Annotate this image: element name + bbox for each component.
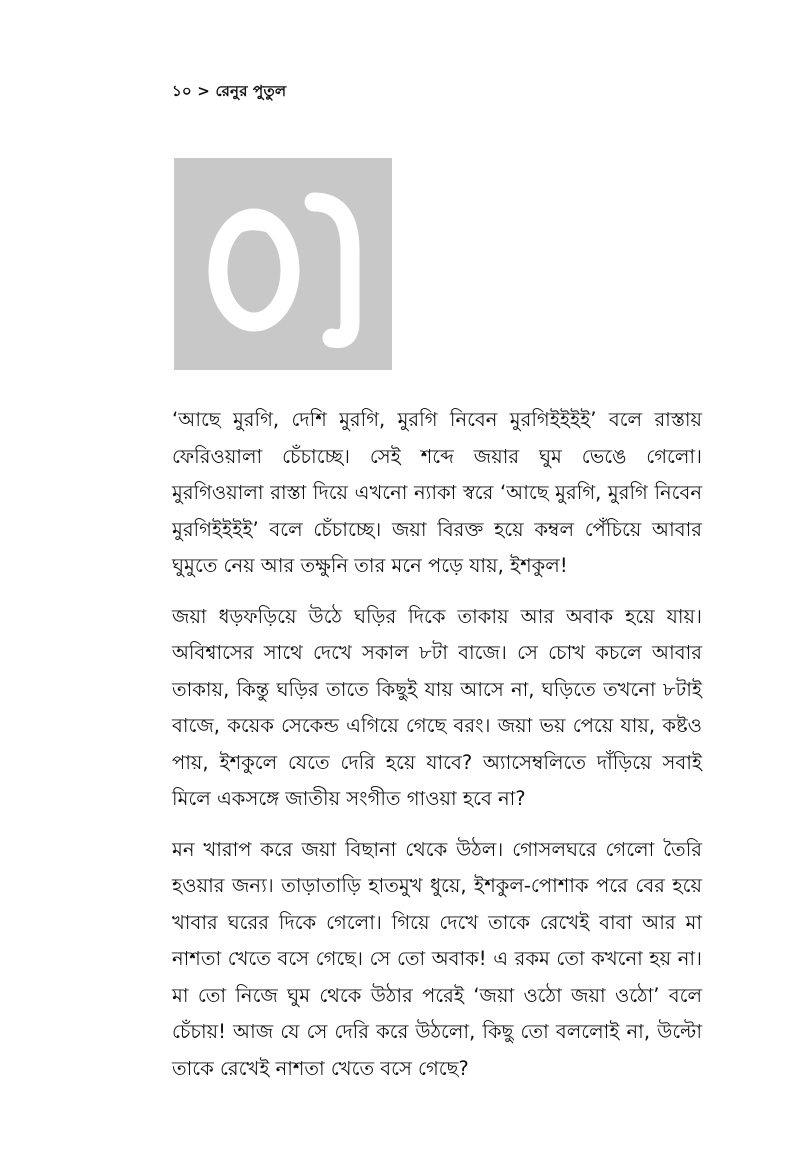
chapter-digit-one xyxy=(314,202,350,339)
paragraph-2: জয়া ধড়ফড়িয়ে উঠে ঘড়ির দিকে তাকায় আর অবাক হয়ে যায়। অবিশ্বাসের সাথে দেখে সকাল ৮টা বাজে। সে চোখ কচলে আবার তাকায়, কিন্তু ঘড়ির তাতে কিছুই যায় আসে না, ঘড়িতে তখনো ৮টাই বাজে, কয়েক সেকেন্ড এগিয়ে গেছে বরং। জয়া ভয় পেয়ে যায়, কষ্টও পায়, ইশকুলে যেতে দেরি হয়ে যাবে? অ্যাসেম্বলিতে দাঁড়িয়ে সবাই মিলে একসঙ্গে জাতীয় সংগীত গাওয়া হবে না? xyxy=(172,604,702,810)
paragraph-1: ‘আছে মুরগি, দেশি মুরগি, মুরগি নিবেন মুরগিইইইই’ বলে রাস্তায় ফেরিওয়ালা চেঁচাচ্ছে। সেই শব্দে জয়ার ঘুম ভেঙে গেলো। মুরগিওয়ালা রাস্তা দিয়ে এখনো ন্যাকা স্বরে ‘আছে মুরগি, মুরগি নিবেন মুরগিইইইই’ বলে চেঁচাচ্ছে। জয়া বিরক্ত হয়ে কম্বল পেঁচিয়ে আবার ঘুমুতে নেয় আর তক্ষুনি তার মনে পড়ে যায়, ইশকুল! xyxy=(172,408,702,577)
chapter-number-graphic xyxy=(174,158,392,370)
chapter-digit-loop xyxy=(218,223,276,250)
paragraph-3: মন খারাপ করে জয়া বিছানা থেকে উঠল। গোসলঘরে গেলো তৈরি হওয়ার জন্য। তাড়াতাড়ি হাতমুখ ধুয়ে, ইশকুল-পোশাক পরে বের হয়ে খাবার ঘরের দিকে গেলো। গিয়ে দেখে তাকে রেখেই বাবা আর মা নাশতা খেতে বসে গেছে। সে তো অবাক! এ রকম তো কখনো হয় না। মা তো নিজে ঘুম থেকে উঠার পরেই ‘জয়া ওঠো জয়া ওঠো’ বলে চেঁচায়! আজ যে সে দেরি করে উঠলো, কিছু তো বললোই না, উল্টো তাকে রেখেই নাশতা খেতে বসে গেছে? xyxy=(172,837,702,1080)
chapter-number-box xyxy=(174,158,392,370)
body-text xyxy=(172,402,702,1101)
chapter-number-text: ০১ xyxy=(282,364,284,365)
running-header: ১০ > রেনুর পুতুল xyxy=(172,82,287,100)
